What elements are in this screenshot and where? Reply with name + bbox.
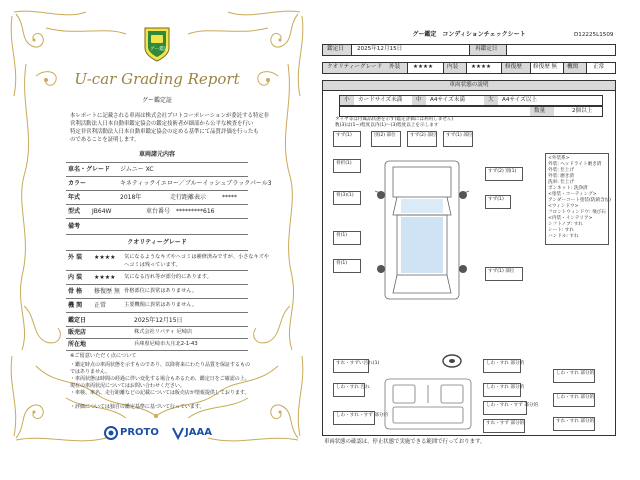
steering-wheel-icon bbox=[441, 353, 463, 369]
condition-check-sheet bbox=[322, 28, 616, 458]
vehicle-top-diagram bbox=[367, 155, 477, 305]
quality-desc-frame: 骨格部位に異常はありません。 bbox=[124, 288, 197, 294]
quality-desc-exterior-2: ヘコミは残っています。 bbox=[124, 262, 181, 268]
note-3: ・車検、車名、走行距離などの記載については販売店が情報提供しております。 bbox=[70, 390, 250, 396]
quality-desc-exterior-1: 気になるようなキズやヘコミは補修済みですが、小さなキズや bbox=[124, 254, 270, 260]
quality-label-engine: 機 関 bbox=[68, 302, 83, 309]
damage-box-right-2: すず(1) bbox=[485, 195, 511, 209]
footer-label-dealer: 販売店 bbox=[68, 329, 87, 336]
count-legend bbox=[339, 106, 603, 117]
qg-exterior-label: 外装 bbox=[389, 64, 401, 70]
intro-line-3: 特定非営利活動法人日本自動車鑑定協会の定める基準にて品質評価を行ったも bbox=[70, 129, 259, 135]
interior-box-6: しわ・すれ・すず 部分的 bbox=[483, 401, 527, 415]
quality-stars-interior: ★★★★ bbox=[94, 274, 116, 281]
quality-stars-exterior: ★★★★ bbox=[94, 254, 116, 261]
spec-label-chassis: 車台番号 bbox=[146, 208, 171, 215]
date-label: 鑑定日 bbox=[327, 46, 344, 52]
spec-value-name: ジムニー XC bbox=[120, 166, 154, 173]
damage-box-left-4: 骨(1) bbox=[333, 231, 361, 245]
intro-line-1: 本レポートに記載される車両は株式会社プロトコーポレーションが委託する特定非 bbox=[70, 113, 270, 119]
footer-value-dealer: 株式会社リバティ 尼崎店 bbox=[134, 329, 193, 335]
report-title: U-car Grading Report bbox=[74, 70, 240, 88]
date-value: 2025年12月15日 bbox=[357, 46, 403, 52]
qg-interior-value: ★★★★ bbox=[471, 64, 492, 70]
interior-box-7: しわ・すれ 部分的 bbox=[553, 369, 595, 383]
spec-label-mileage: 走行距離表示 bbox=[170, 194, 207, 201]
map-note-2: 数(3)は(1~)程度以内(1)～(3)程度以上を示します bbox=[335, 123, 439, 128]
interior-box-8: しわ・すれ 部分的 bbox=[553, 393, 595, 407]
jaaa-logo-text: JAAA bbox=[185, 427, 212, 438]
size-small-label: 小 bbox=[344, 97, 350, 103]
footer-note: 車両状態の確認は、停止状態で実施できる範囲で行っております。 bbox=[324, 439, 486, 445]
footer-label-address: 所在地 bbox=[68, 341, 87, 348]
size-large-desc: A4サイズ以上 bbox=[502, 97, 537, 103]
document-id: D12225L1509 bbox=[574, 32, 614, 38]
footer-value-date: 2025年12月15日 bbox=[134, 317, 183, 324]
damage-box-top-2: すず(2) 部位 bbox=[407, 131, 437, 147]
badge-text: グー鑑定 bbox=[150, 47, 169, 52]
damage-box-top-3: すず(1) 部位 bbox=[443, 131, 473, 147]
interior-box-2: しわ・すれ 汚れ bbox=[333, 383, 365, 397]
certificate-subtitle: グー鑑定証 bbox=[141, 97, 172, 104]
qg-exterior-value: ★★★★ bbox=[413, 64, 434, 70]
qg-label: クオリティーグレード bbox=[327, 64, 383, 70]
quality-label-interior: 内 装 bbox=[68, 274, 83, 281]
footer-value-address: 兵庫県尼崎市大庄北2-1-43 bbox=[134, 341, 198, 347]
sheet-title: グー鑑定 コンディションチェックシート bbox=[412, 31, 526, 38]
vehicle-state-panel bbox=[322, 80, 616, 436]
grading-certificate bbox=[6, 6, 308, 446]
damage-box-left-2: 骨折(1) bbox=[333, 159, 361, 173]
state-title: 車両状態の説明 bbox=[449, 82, 489, 88]
size-mid-label: 中 bbox=[416, 97, 422, 103]
quality-label-frame: 骨 格 bbox=[68, 288, 83, 295]
qg-interior-label: 内装 bbox=[447, 64, 459, 70]
section-quality-title: クオリティーグレード bbox=[127, 239, 187, 246]
legend-box: <外装系> 外装: ヘッドライト磨き済 外装: 仕上げ 外装: 磨き済 洗車: 仕上げ ボンネット: 洗浄済 <塗装・コーティング> アンダーコート塗装(防錆含む) <ウィンドウ> フロントウィンドウ: 飛び石 <内装・インテリア> シフトノブ: すれ シート: すれ ハンドル: すれ bbox=[545, 153, 609, 245]
spec-label-color: カラー bbox=[68, 180, 87, 187]
damage-box-right-1: すず(2) 別(1) bbox=[485, 167, 523, 181]
quality-value-engine: 正常 bbox=[94, 302, 107, 309]
qg-engine-label: 機関 bbox=[567, 64, 579, 70]
size-large-label: 大 bbox=[488, 97, 494, 103]
spec-value-model: JB64W bbox=[92, 208, 112, 215]
qg-repair-value: 修復歴 無 bbox=[533, 64, 558, 70]
interior-box-4: しわ・すれ 部分的 bbox=[483, 359, 521, 373]
interior-seat-diagram bbox=[383, 377, 473, 431]
damage-box-left-3: 骨(3)(1) bbox=[333, 191, 361, 205]
quality-desc-interior: 気になる汚れ等が部分的にあります。 bbox=[124, 274, 212, 280]
date-row bbox=[322, 44, 616, 56]
damage-box-right-3: すず(1) 部位 bbox=[485, 267, 523, 281]
damage-box-left-5: 骨(1) bbox=[333, 259, 361, 273]
qg-repair-label: 修復歴 bbox=[505, 64, 522, 70]
notes-title: ※ご留意いただく点について bbox=[70, 353, 137, 359]
proto-logo-text: PROTO bbox=[120, 427, 159, 438]
interior-box-9: すれ・すれ 部分的 bbox=[553, 417, 595, 431]
size-legend bbox=[339, 95, 603, 106]
spec-label-model: 型式 bbox=[68, 208, 81, 215]
spec-value-color: キネティックイエロー／ブルーイッシュブラックパール3 bbox=[120, 180, 272, 187]
size-mid-desc: A4サイズ未満 bbox=[430, 97, 465, 103]
count-label: 数量 bbox=[534, 108, 546, 114]
damage-box-left-1: すず(1) bbox=[333, 131, 361, 147]
map-note-1: タイヤ等は付属品状態を示す(鑑定評価には利用しません) bbox=[335, 117, 454, 122]
note-4: ・評価については独自の鑑定基準に基づいて行っています。 bbox=[70, 404, 205, 410]
note-1: ・鑑定時点の車両状態を示すものであり、以降将来にわたり品質を保証するものではありません。 bbox=[70, 362, 251, 375]
footer-label-date: 鑑定日 bbox=[68, 317, 87, 324]
quality-value-frame: 修復歴 無 bbox=[94, 288, 120, 295]
interior-box-5: しわ・すれ 部分的 bbox=[483, 383, 521, 397]
spec-value-chassis: *********616 bbox=[176, 208, 215, 215]
interior-box-1: すれ・すずい汚れ(1) bbox=[333, 359, 369, 373]
section-vehicle-title: 車両諸元内容 bbox=[138, 151, 175, 158]
size-small-desc: カードサイズ未満 bbox=[358, 97, 403, 103]
spec-label-year: 年式 bbox=[68, 194, 81, 201]
interior-box-3: しわ・すれ・すず 部分的 bbox=[333, 411, 375, 425]
spec-label-name: 車名・グレード bbox=[68, 166, 111, 173]
damage-box-top-1: 別(2) 部位 bbox=[371, 131, 401, 147]
quality-grade-row bbox=[322, 62, 616, 74]
count-value: 2個以上 bbox=[572, 108, 593, 114]
quality-desc-engine: 主要機関に異常はありません。 bbox=[124, 302, 197, 308]
spec-label-remarks: 備考 bbox=[68, 223, 81, 230]
note-2: ・車両状態は時間の経過に伴い変化する場合もあるため、鑑定日をご確認の上、現在の車両状況についてはお問い合わせください。 bbox=[70, 376, 250, 389]
intro-line-2: 営利活動法人日本自動車鑑定協会の鑑定技術者が細部から公平な検査を行い bbox=[70, 121, 254, 127]
qg-engine-value: 正常 bbox=[593, 64, 605, 70]
goo-badge-logo bbox=[142, 26, 172, 62]
spec-value-year: 2018年 bbox=[120, 194, 142, 201]
quality-label-exterior: 外 装 bbox=[68, 254, 83, 261]
interior-box-10: すれ・すず 部分的 bbox=[483, 419, 525, 433]
reappraisal-label: 再鑑定日 bbox=[475, 46, 498, 52]
spec-value-mileage: ***** bbox=[222, 194, 237, 201]
intro-line-4: のであることを証明します。 bbox=[70, 137, 140, 143]
